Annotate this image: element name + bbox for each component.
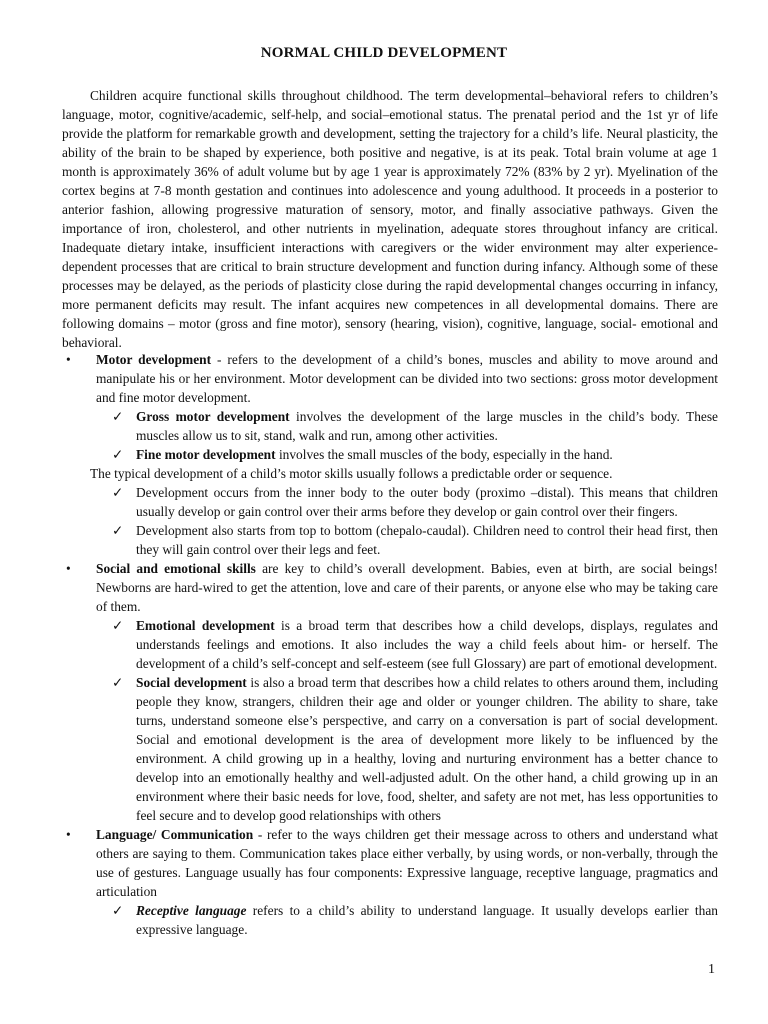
motor-text: - refers to the development of a child’s bones, muscles and ability to move around and manipulate his or her environment. Motor development can be divided into two sections: gross motor development and fine motor development. [96, 352, 718, 405]
typical-sequence-text: The typical development of a child’s motor skills usually follows a predictable order or sequence. [90, 466, 613, 481]
language-heading: Language/ Communication [96, 827, 254, 842]
list-item-proximo-distal [62, 483, 718, 521]
page-title: NORMAL CHILD DEVELOPMENT [260, 45, 508, 61]
fine-motor-heading: Fine motor development [136, 447, 276, 462]
receptive-language-heading: Receptive language [136, 903, 247, 918]
list-item-social-development [62, 673, 718, 825]
list-item-cephalo-caudal [62, 521, 718, 559]
motor-heading: Motor development [96, 352, 212, 367]
social-emotional-heading: Social and emotional skills [96, 561, 256, 576]
language-subitems [62, 901, 718, 939]
checkmark-icon: ✓ [112, 523, 124, 538]
gross-motor-text: involves the development of the large muscles in the child’s body. These muscles allow us to sit, stand, walk and run, among other activities. [136, 409, 718, 443]
bullet-icon: • [66, 827, 71, 842]
checkmark-icon: ✓ [112, 485, 124, 500]
typical-sequence [62, 464, 718, 483]
fine-motor-text: involves the small muscles of the body, especially in the hand. [275, 447, 613, 462]
social-development-heading: Social development [136, 675, 247, 690]
sequence-subitems [62, 483, 718, 559]
social-development-text: is also a broad term that describes how a child relates to others around them, including people they know, strangers, children their age and older or younger children. The ability to share, take turns, understand someone else’s perspective, and carry on a conversation is part of social development. Social and emotional development is the area of development more likely to be influenced by the environment. A child growing up in a healthy, loving and nurturing environment has a better chance to develop into an emotionally healthy and well-adjusted adult. On the other hand, a child growing up in an environment where their basic needs for love, food, shelter, and safety are not met, has less opportunities to feel secure and to develop good relationships with others [136, 675, 719, 823]
proximo-distal-text: Development occurs from the inner body to the outer body (proximo –distal). This means that children usually develop or gain control over their arms before they develop or gain control over their fingers. [136, 485, 718, 519]
list-item-language [62, 825, 718, 901]
social-emotional-text: are key to child’s overall development. Babies, even at birth, are social beings! Newborns are hard-wired to get the attention, love and care of their parents, or anyone else who may be taking care of them. [96, 561, 718, 614]
receptive-language-text: refers to a child’s ability to understand language. It usually develops earlier than expressive language. [136, 903, 718, 937]
checkmark-icon: ✓ [112, 409, 124, 424]
cephalo-caudal-text: Development also starts from top to bottom (chepalo-caudal). Children need to control their head first, then they will gain control over their legs and feet. [136, 523, 718, 557]
motor-subitems [62, 407, 718, 464]
list-item-emotional-development [62, 616, 718, 673]
checkmark-icon: ✓ [112, 675, 124, 690]
social-subitems [62, 616, 718, 825]
list-item-gross-motor [62, 407, 718, 445]
domain-list [62, 350, 718, 939]
list-item-social-emotional [62, 559, 718, 616]
bullet-icon: • [66, 352, 71, 367]
list-item-fine-motor [62, 445, 718, 464]
list-item-receptive-language [62, 901, 718, 939]
bullet-icon: • [66, 561, 71, 576]
emotional-development-text: is a broad term that describes how a child develops, displays, regulates and understands feelings and emotions. It also includes the way a child feels about him- or herself. The development of a child’s self-concept and self-esteem (see full Glossary) are part of emotional development. [136, 618, 718, 671]
gross-motor-heading: Gross motor development [136, 409, 290, 424]
emotional-development-heading: Emotional development [136, 618, 275, 633]
list-item-motor [62, 350, 718, 407]
checkmark-icon: ✓ [112, 618, 124, 633]
language-text: - refer to the ways children get their message across to others and understand what others are saying to them. Communication takes place either verbally, by using words, or non-verbally, through the use of gestures. Language usually has four components: Expressive language, receptive language, pragmatics and articulation [96, 827, 718, 899]
page-number: 1 [708, 962, 715, 977]
checkmark-icon: ✓ [112, 903, 124, 918]
checkmark-icon: ✓ [112, 447, 124, 462]
intro-paragraph: Children acquire functional skills throughout childhood. The term developmental–behavioral refers to children’s language, motor, cognitive/academic, self-help, and social–emotional status. The prenatal period and the 1st yr of life provide the platform for remarkable growth and development, setting the trajectory for a child’s life. Neural plasticity, the ability of the brain to be shaped by experience, both positive and negative, is at its peak. Total brain volume at age 1 month is approximately 36% of adult volume but by age 1 year is approximately 72% (83% by 2 yr). Myelination of the cortex begins at 7-8 month gestation and continues into adolescence and young adulthood. It proceeds in a posterior to anterior fashion, allowing progressive maturation of sensory, motor, and finally associative pathways. Given the importance of iron, cholesterol, and other nutrients in myelination, adequate stores throughout infancy are critical. Inadequate dietary intake, insufficient interactions with caregivers or the wider environment may alter experience-dependent processes that are critical to brain structure development and function during infancy. Although some of these processes may be delayed, as the periods of plasticity close during the rapid developmental changes occurring in infancy, more permanent deficits may result. The infant acquires new competences in all developmental domains. There are following domains – motor (gross and fine motor), sensory (hearing, vision), cognitive, language, social- emotional and behavioral. [62, 88, 718, 350]
